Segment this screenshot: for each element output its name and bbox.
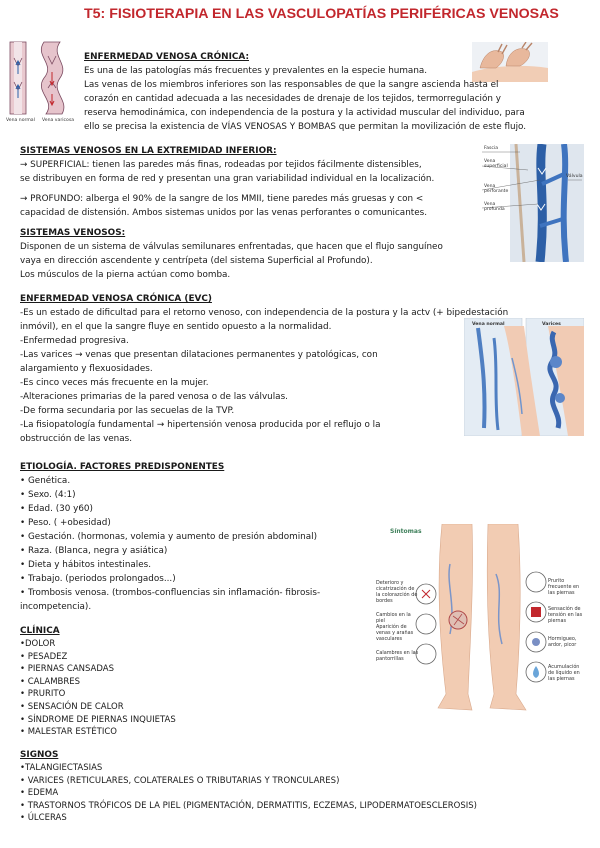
text-line: -Es un estado de dificultad para el retorno venoso, con independencia de la postura y la actv (+ bipedestación (20, 308, 509, 318)
symptom-label: Calambres en las pantorrillas (376, 650, 419, 662)
symptom-label: Sensación de tensión en las piernas (548, 606, 583, 624)
list-item: • EDEMA (20, 788, 59, 799)
symptom-label: Prurito frecuente en las piernas (548, 578, 580, 596)
list-item: • Gestación. (hormonas, volemia y aumento de presión abdominal) (20, 532, 317, 542)
vein-normal-label: Vena normal (6, 118, 35, 123)
list-item: • Trabajo. (periodos prolongados...) (20, 574, 176, 584)
section-heading-clinica: CLÍNICA (20, 626, 60, 636)
text-line: se distribuyen en forma de red y presentan una gran variabilidad individual en la localización. (20, 174, 435, 184)
varicose-legs-figure (464, 318, 584, 436)
section-heading-signos: SIGNOS (20, 750, 59, 760)
label-valvula: Válvula (566, 174, 583, 179)
symptom-label: Hormigueo, ardor, picor (548, 636, 577, 648)
list-item: • PIERNAS CANSADAS (20, 664, 114, 675)
list-item: • PRURITO (20, 689, 66, 700)
text-line: vaya en dirección ascendente y centrípeta (del sistema Superficial al Profundo). (20, 256, 373, 266)
sistemas-paragraph (20, 240, 443, 282)
list-item: •TALANGIECTASIAS (20, 763, 103, 773)
section-heading-sistemas: SISTEMAS VENOSOS: (20, 228, 126, 238)
section-heading-evc: ENFERMEDAD VENOSA CRÓNICA (EVC) (20, 294, 212, 304)
label-vena-profunda: Vena profunda (484, 202, 505, 213)
symptom-label: Cambios en la piel (376, 612, 411, 624)
label-fascia: Fascia (484, 146, 499, 151)
venous-anatomy-figure (480, 144, 584, 262)
section-heading-etiologia: ETIOLOGÍA. FACTORES PREDISPONENTES (20, 462, 225, 472)
text-line: corazón en cantidad adecuada a las necesidades de drenaje de los tejidos, termorregulación y (84, 94, 501, 104)
symptoms-heading: Síntomas (390, 528, 422, 535)
list-item: • Sexo. (4:1) (20, 490, 76, 500)
text-line: obstrucción de las venas. (20, 434, 133, 444)
symptom-label: Aparición de venas y arañas vasculares (376, 624, 414, 642)
list-item: • MALESTAR ESTÉTICO (20, 727, 117, 738)
evc-intro-paragraph (84, 64, 526, 134)
text-line: ello se precisa la existencia de VÍAS VENOSAS Y BOMBAS que permitan la movilización de este flujo. (84, 122, 527, 132)
text-line: reserva hemodinámica, con independencia de la postura y la actividad muscular del individuo, para (84, 108, 525, 118)
text-line: Las venas de los miembros inferiores son las responsables de que la sangre ascienda hasta el (84, 80, 499, 90)
symptoms-legs-figure (376, 524, 586, 720)
evc-paragraph (20, 306, 508, 446)
vein-valves-figure (4, 38, 78, 128)
text-line: inmóvil), en el que la sangre fluye en sentido opuesto a la normalidad. (20, 322, 332, 332)
text-line: -Enfermedad progresiva. (20, 336, 129, 346)
label-vena-superficial: Vena superficial (484, 159, 508, 170)
etiologia-list (20, 474, 320, 614)
symptom-label: Deterioro y cicatrización de la colorazción de bordes (376, 580, 418, 604)
list-item: • Dieta y hábitos intestinales. (20, 560, 152, 570)
list-item: • Raza. (Blanca, negra y asiática) (20, 546, 168, 556)
text-line: -De forma secundaria por las secuelas de la TVP. (20, 406, 235, 416)
list-item: • CALAMBRES (20, 676, 81, 687)
section-heading-evc-intro: ENFERMEDAD VENOSA CRÓNICA: (84, 52, 250, 62)
label-varices: Varices (542, 322, 561, 327)
list-item: • SÍNDROME DE PIERNAS INQUIETAS (20, 714, 176, 725)
list-item: • TRASTORNOS TRÓFICOS DE LA PIEL (PIGMENTACIÓN, DERMATITIS, ECZEMAS, LIPODERMATOESCLEROSIS) (20, 800, 477, 811)
list-item: • SENSACIÓN DE CALOR (20, 701, 124, 712)
list-item: •DOLOR (20, 639, 56, 649)
list-item: • VARICES (RETICULARES, COLATERALES O TRIBUTARIAS Y TRONCULARES) (20, 775, 340, 786)
text-line: -La fisiopatología fundamental → hipertensión venosa producida por el reflujo o la (20, 420, 381, 430)
sistemas-ext-paragraph (20, 158, 434, 220)
text-line: → PROFUNDO: alberga el 90% de la sangre de los MMII, tiene paredes más gruesas y con < (20, 194, 424, 204)
section-heading-sistemas-ext: SISTEMAS VENOSOS EN LA EXTREMIDAD INFERIOR: (20, 146, 277, 156)
signos-list (20, 762, 477, 825)
list-item: • PESADEZ (20, 651, 68, 662)
list-item: • Genética. (20, 476, 71, 486)
text-line: alargamiento y flexuosidades. (20, 364, 153, 374)
list-item: • ÚLCERAS (20, 813, 67, 824)
text-line: capacidad de distensión. Ambos sistemas unidos por las venas perforantes o comunicantes. (20, 208, 428, 218)
label-vena-perforante: Vena perforante (484, 184, 509, 195)
text-line: -Las varices → venas que presentan dilataciones permanentes y patológicas, con (20, 350, 378, 360)
text-line: Es una de las patologías más frecuentes y prevalentes en la especie humana. (84, 66, 428, 76)
vein-varicose-label: Vena varicosa (42, 118, 75, 123)
clinica-list (20, 638, 176, 739)
list-item: incompetencia). (20, 602, 92, 612)
symptom-label: Acumulación de líquido en las piernas (548, 664, 580, 682)
text-line: -Es cinco veces más frecuente en la mujer. (20, 378, 209, 388)
text-line: -Alteraciones primarias de la pared venosa o de las válvulas. (20, 392, 288, 402)
list-item: • Trombosis venosa. (trombos-confluencias sin inflamación- fibrosis- (20, 588, 321, 598)
text-line: Los músculos de la pierna actúan como bomba. (20, 270, 231, 280)
text-line: → SUPERFICIAL: tienen las paredes más finas, rodeadas por tejidos fácilmente distensibles, (20, 160, 422, 170)
page-title: T5: FISIOTERAPIA EN LAS VASCULOPATÍAS PERIFÉRICAS VENOSAS (84, 6, 559, 22)
text-line: Disponen de un sistema de válvulas semilunares enfrentadas, que hacen que el flujo sanguíneo (20, 242, 443, 252)
list-item: • Edad. (30 y60) (20, 504, 93, 514)
list-item: • Peso. ( +obesidad) (20, 518, 111, 528)
label-vena-normal: Vena normal (472, 322, 505, 327)
